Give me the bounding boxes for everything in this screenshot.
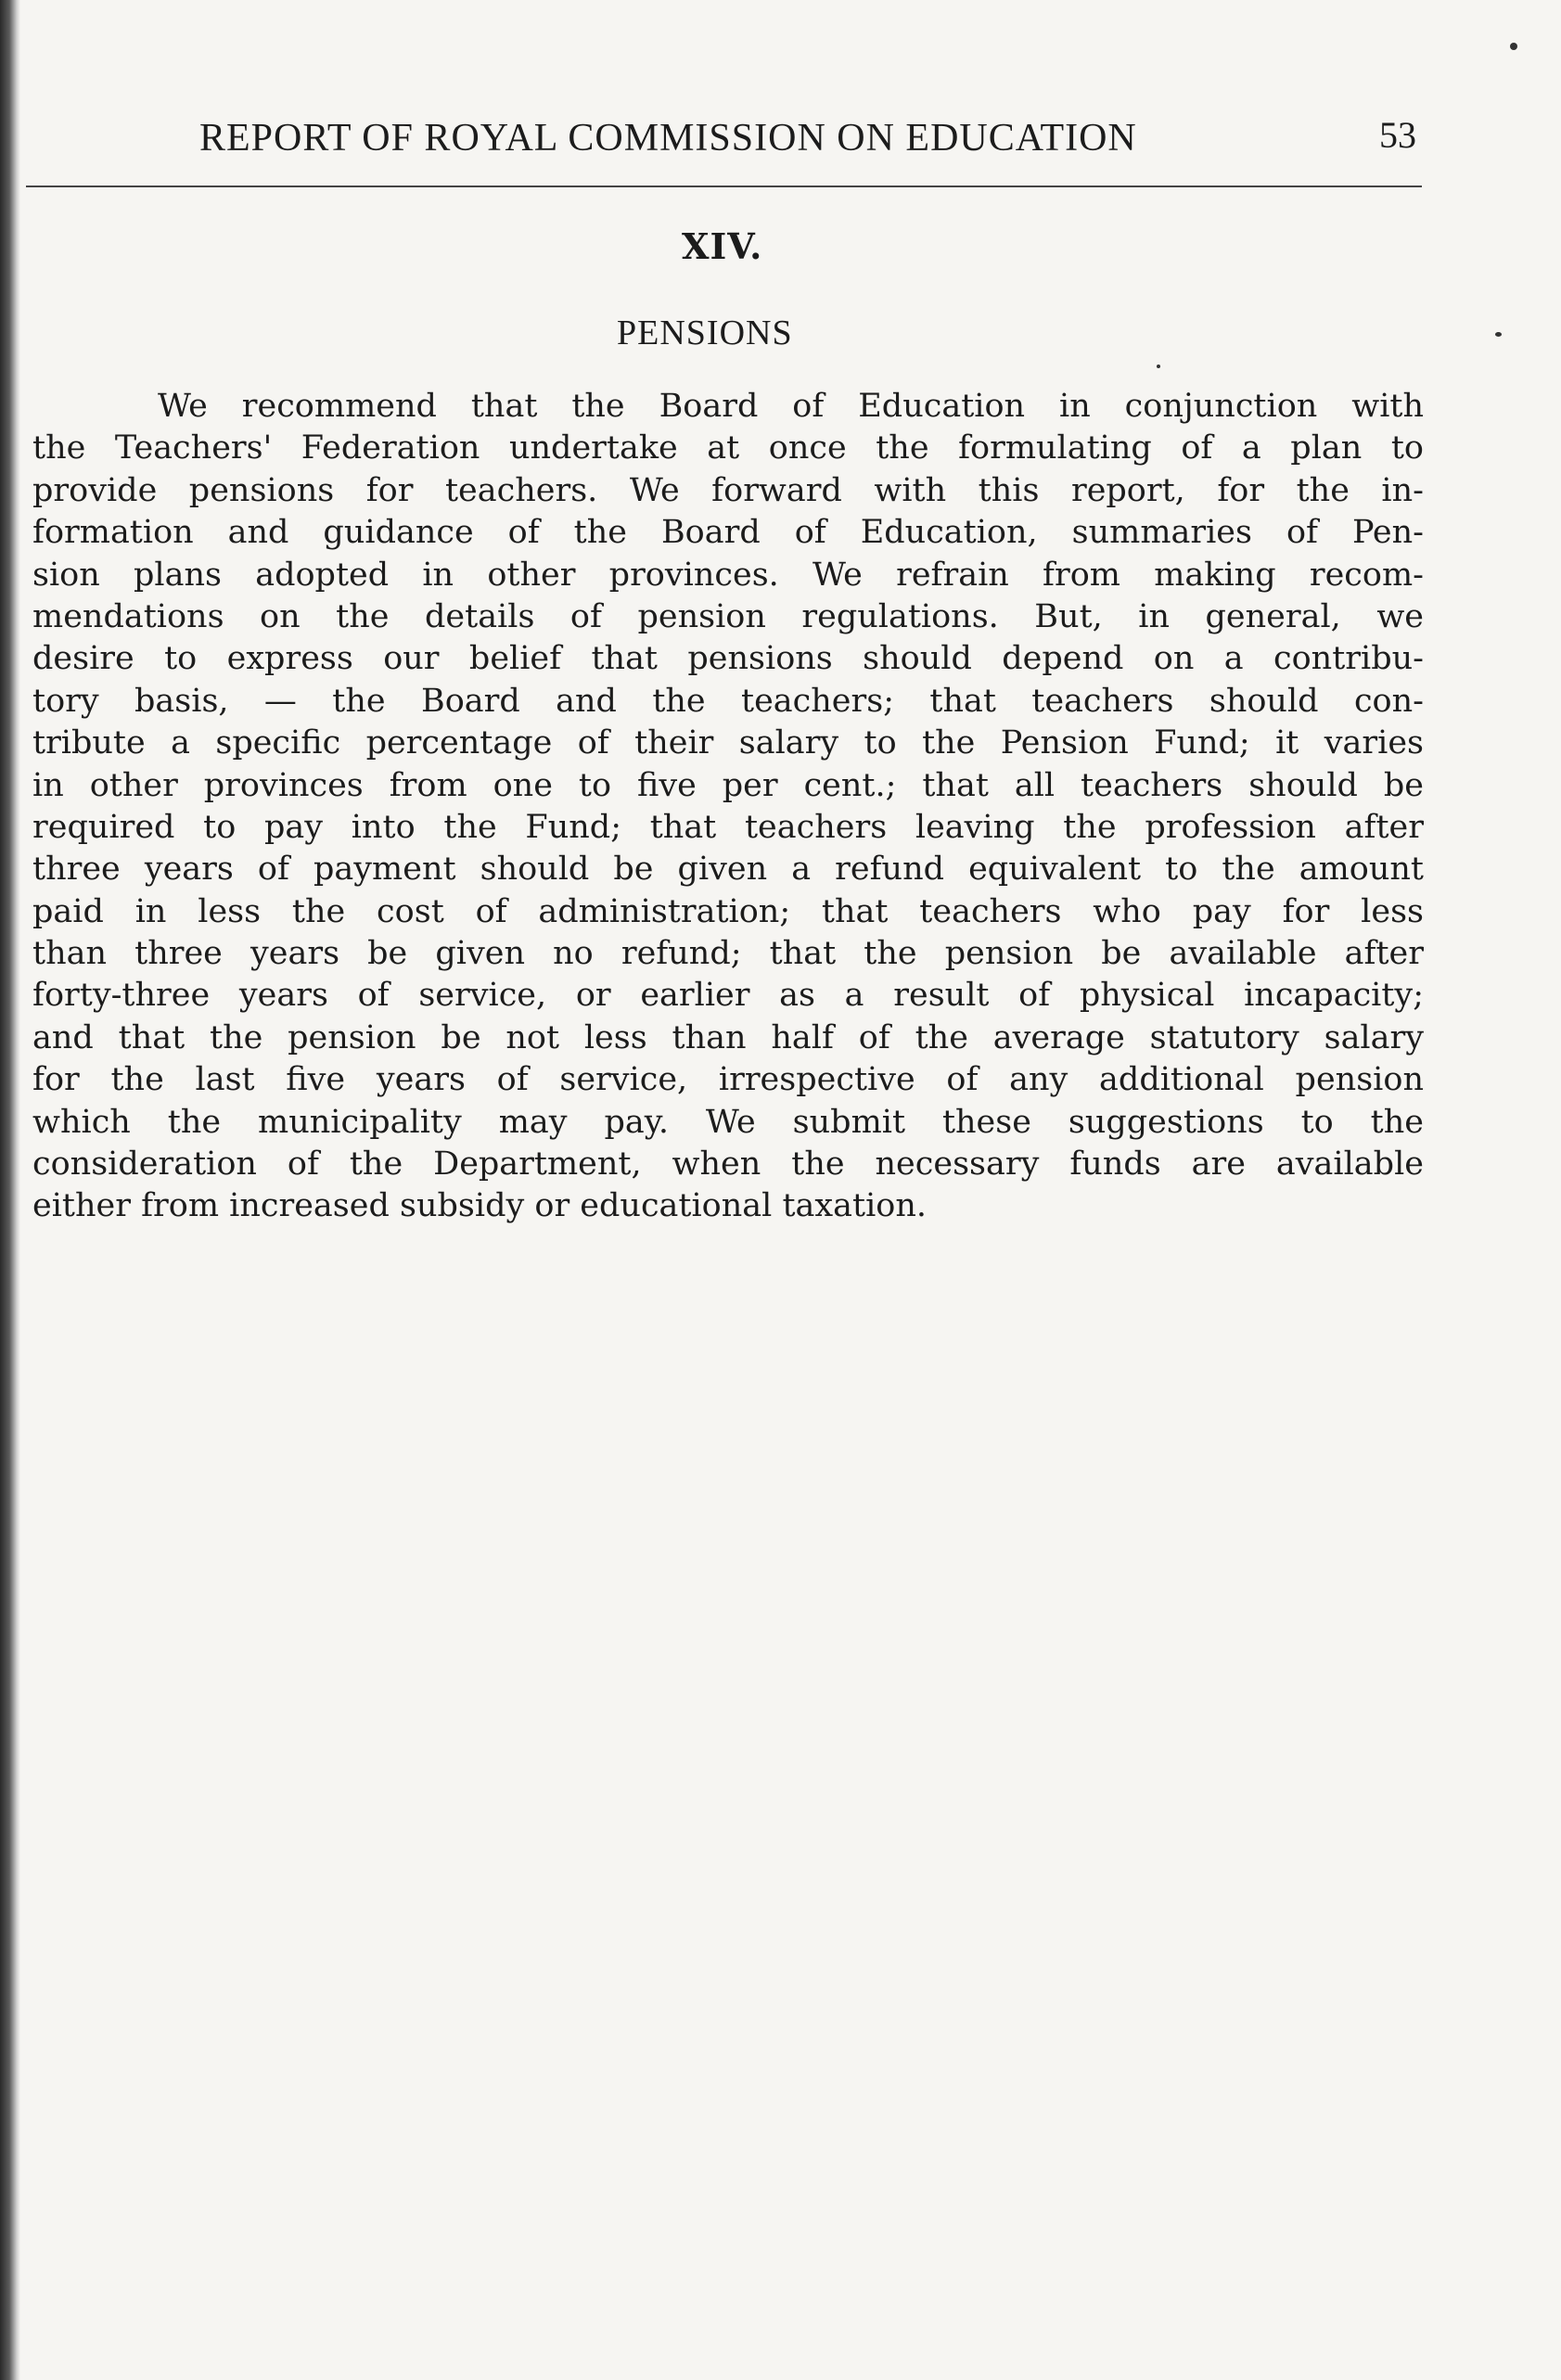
paragraph-line: and that the pension be not less than half of the average statutory salary bbox=[32, 1018, 1424, 1056]
paragraph-line: for the last five years of service, irrespective of any additional pension bbox=[32, 1061, 1424, 1099]
paragraph-line: consideration of the Department, when the necessary funds are available bbox=[32, 1145, 1424, 1184]
paragraph-line: either from increased subsidy or educational taxation. bbox=[32, 1187, 928, 1225]
paragraph-line: tribute a specific percentage of their salary to the Pension Fund; it varies bbox=[32, 724, 1424, 762]
paragraph-line: the Teachers' Federation undertake at once the formulating of a plan to bbox=[32, 429, 1424, 467]
running-header-title: REPORT OF ROYAL COMMISSION ON EDUCATION bbox=[199, 117, 1137, 160]
paragraph-line: mendations on the details of pension regulations. But, in general, we bbox=[32, 597, 1424, 635]
header-rule bbox=[26, 186, 1422, 187]
paragraph-line: than three years be given no refund; that the pension be available after bbox=[32, 935, 1424, 973]
body-paragraph bbox=[32, 386, 1424, 1228]
paragraph-line: in other provinces from one to five per cent.; that all teachers should be bbox=[32, 766, 1424, 804]
paragraph-line: desire to express our belief that pensions should depend on a contribu- bbox=[32, 640, 1424, 678]
paragraph-line: tory basis, — the Board and the teachers; that teachers should con- bbox=[32, 682, 1424, 720]
paragraph-line: We recommend that the Board of Education in conjunction with bbox=[158, 388, 1424, 425]
paragraph-line: formation and guidance of the Board of Education, summaries of Pen- bbox=[32, 514, 1424, 552]
paragraph-line: provide pensions for teachers. We forward with this report, for the in- bbox=[32, 471, 1424, 509]
paper-speck bbox=[1510, 43, 1517, 50]
section-number: XIV. bbox=[682, 225, 763, 267]
page-number: 53 bbox=[1379, 114, 1416, 156]
paragraph-line: sion plans adopted in other provinces. We refrain from making recom- bbox=[32, 556, 1424, 594]
paragraph-line: paid in less the cost of administration; that teachers who pay for less bbox=[32, 892, 1424, 930]
paragraph-line: forty-three years of service, or earlier as a result of physical incapacity; bbox=[32, 977, 1424, 1015]
section-title: PENSIONS bbox=[617, 313, 793, 352]
paragraph-line: which the municipality may pay. We submit these suggestions to the bbox=[32, 1103, 1424, 1141]
paragraph-line: required to pay into the Fund; that teachers leaving the profession after bbox=[32, 808, 1424, 846]
paragraph-line: three years of payment should be given a refund equivalent to the amount bbox=[32, 851, 1424, 889]
paper-speck bbox=[1495, 332, 1502, 337]
page-binding-edge bbox=[0, 0, 20, 2380]
paper-speck bbox=[1157, 365, 1160, 368]
